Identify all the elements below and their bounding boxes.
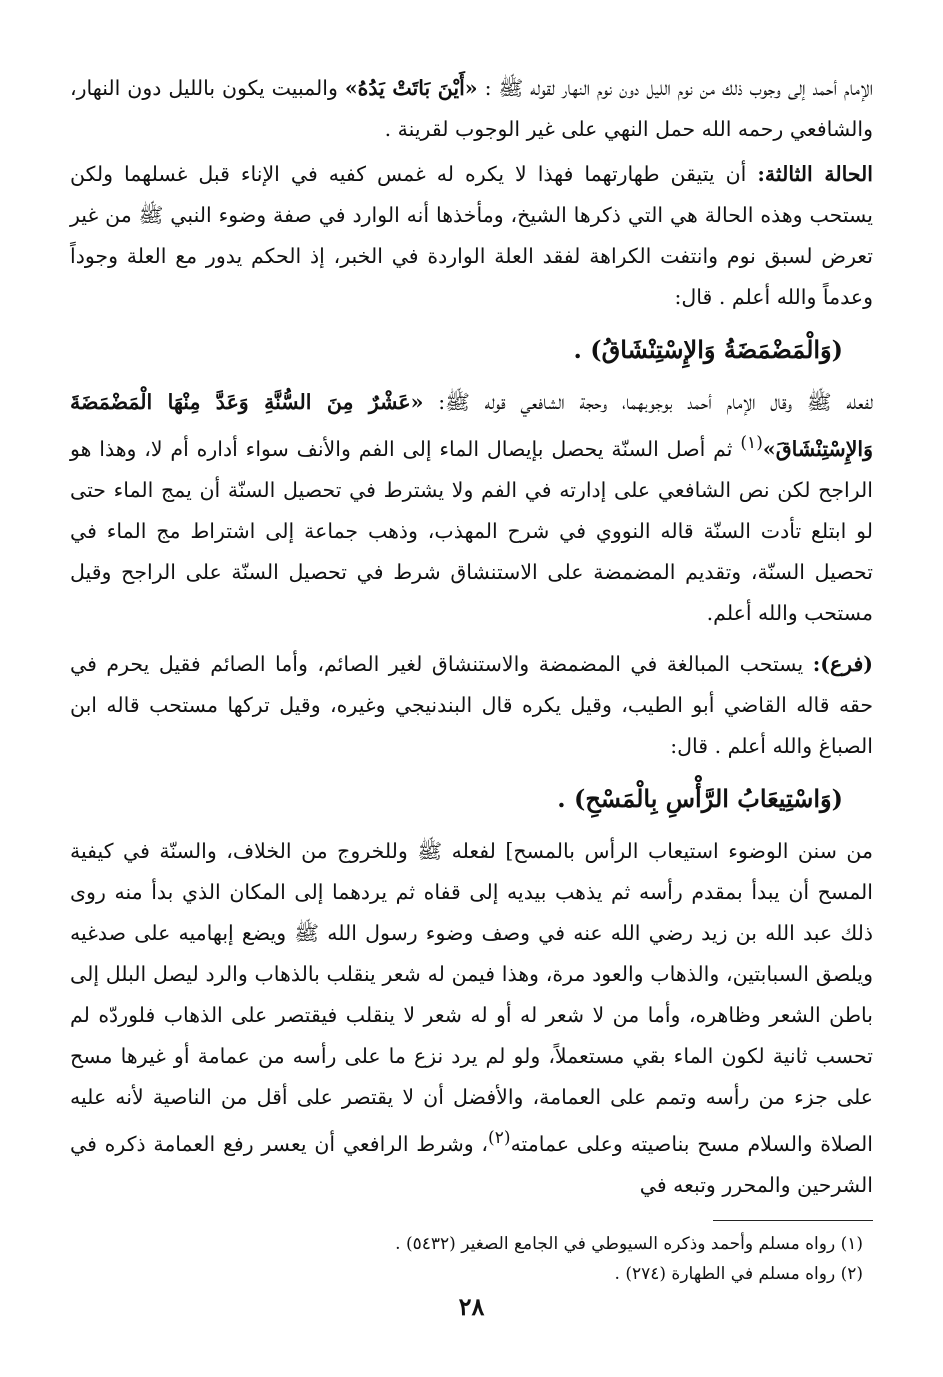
paragraph-masah <box>70 831 873 1206</box>
footnote-1: (١) رواه مسلم وأحمد وذكره السيوطي في الجامع الصغير (٥٤٣٢) . <box>395 1233 863 1254</box>
paragraph-text: الإمام أحمد إلى وجوب ذلك من نوم الليل دون نوم النهار لقوله ﷺ : <box>477 76 873 100</box>
paragraph-text: لفعله ﷺ وقال الإمام أحمد بوجوبهما، وحجة الشافعي قوله ﷺ: <box>423 390 874 414</box>
paragraph-madmada <box>70 382 873 634</box>
paragraph-text: ، وشرط الرافعي أن يعسر رفع العمامة ذكره في الشرحين والمحرر وتبعه في <box>70 1131 873 1197</box>
paragraph-night-sleep <box>70 68 873 150</box>
paragraph-text: ثم أصل السنّة يحصل بإيصال الماء إلى الفم والأنف سواء أداره أم لا، وهذا هو الراجح لكن نص الشافعي على إدارته في الفم ولا يشترط في تحصيل السنّة أن يمج الماء حتى لو ابتلع تأدت السنّة قاله النووي في شرح المهذب، وذهب جماعة إلى اشتراط مج الماء في تحصيل السنّة، وتقديم المضمضة على الاستنشاق شرط في تحصيل السنّة على الراجح وقيل مستحب والله أعلم. <box>70 436 873 625</box>
footnote-divider <box>713 1220 873 1221</box>
footnote-ref: (١) <box>740 433 763 453</box>
footnote-ref: (٢) <box>488 1127 511 1148</box>
matn-heading-madmada: (وَالْمَضْمَضَةُ وَالإِسْتِنْشَاقُ) . <box>573 335 843 364</box>
paragraph-text: يستحب المبالغة في المضمضة والاستنشاق لغير الصائم، وأما الصائم فقيل يحرم في حقه قاله القاضي أبو الطيب، وقيل يكره قال البندنيجي وغيره، وقيل تركها مستحب قاله ابن الصباغ والله أعلم . قال: <box>70 651 873 758</box>
hadith-quote: «أَيْنَ بَاتَتْ يَدُهُ» <box>344 76 478 100</box>
paragraph-text: من سنن الوضوء استيعاب الرأس بالمسح] لفعله ﷺ وللخروج من الخلاف، والسنّة في كيفية المسح أن يبدأ بمقدم رأسه ثم يذهب بيديه إلى قفاه ثم يردهما إلى المكان الذي بدأ منه روى ذلك عبد الله بن زيد رضي الله عنه في وصف وضوء رسول الله ﷺ ويضع إبهاميه على صدغيه ويلصق السبابتين، والذهاب والعود مرة، وهذا فيمن له شعر ينقلب بالذهاب والرد ليصل البلل إلى باطن الشعر وظاهره، وأما من لا شعر له أو له شعر لا ينقلب فيقتصر على الذهاب فلوردّه لم تحسب ثانية لكون الماء بقي مستعملاً، ولو لم يرد نزع ما على رأسه من عمامة أو غيرها مسح على جزء من رأسه وتمم على العمامة، والأفضل أن لا يقتصر على أقل من الناصية لأنه عليه الصلاة والسلام مسح بناصيته وعلى عمامته <box>70 838 873 1156</box>
section-lead: (فرع): <box>812 651 873 676</box>
paragraph-third-case <box>70 154 873 318</box>
section-lead: الحالة الثالثة: <box>757 162 873 186</box>
footnote-2: (٢) رواه مسلم في الطهارة (٢٧٤) . <box>614 1263 863 1284</box>
paragraph-text: والمبيت يكون بالليل دون النهار، والشافعي رحمه الله حمل النهي على غير الوجوب لقرينة . <box>70 76 873 141</box>
paragraph-text: أن يتيقن طهارتهما فهذا لا يكره له غمس كفيه في الإناء قبل غسلهما ولكن يستحب وهذه الحالة هي التي ذكرها الشيخ، ومأخذها أنه الوارد في صفة وضوء النبي ﷺ من غير تعرض لسبق نوم وانتفت الكراهة لفقد العلة الواردة في الخبر، إذ الحكم يدور مع العلة وجوداً وعدماً والله أعلم . قال: <box>70 162 873 309</box>
hadith-quote: «عَشْرٌ مِنَ السُّنَّةِ وَعَدَّ مِنْهَا الْمَضْمَضَةَ وَالإِسْتِنْشَاقَ» <box>70 390 873 461</box>
matn-heading-masah: (وَاسْتِيعَابُ الرَّأْسِ بِالْمَسْحِ) . <box>557 783 843 813</box>
page-number: ٢٨ <box>458 1292 485 1321</box>
paragraph-far <box>70 644 873 767</box>
